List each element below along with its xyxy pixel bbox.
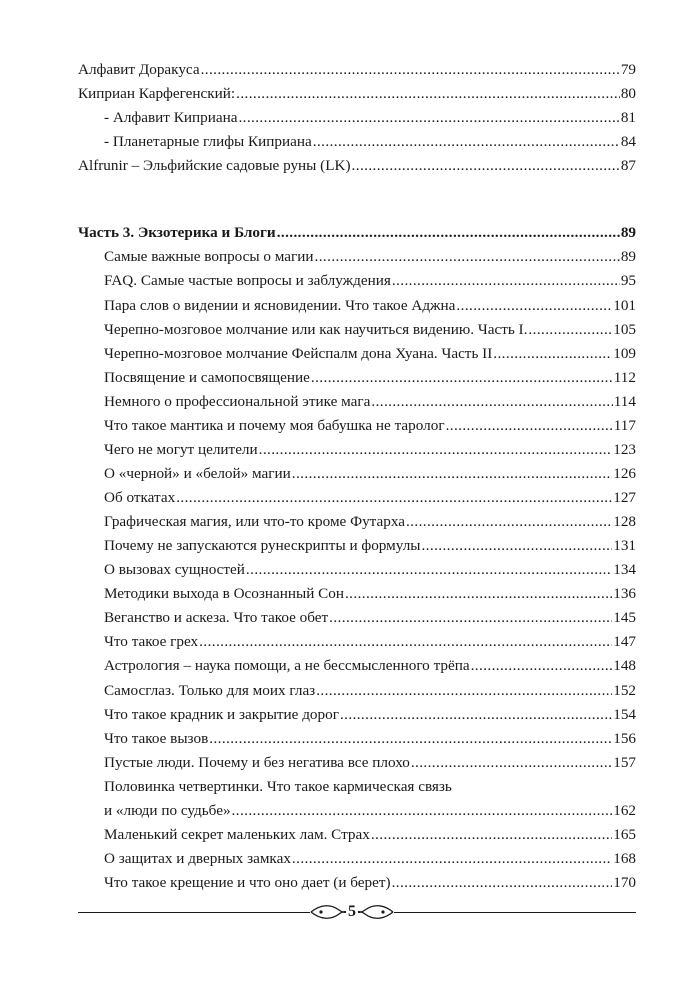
toc-entry-page: 152 [613,682,636,699]
toc-entry[interactable] [104,272,636,290]
toc-entry-title: Что такое крадник и закрытие дорог [104,706,339,723]
dot-leader [421,537,612,555]
toc-entry-title: Пара слов о видении и ясновидении. Что такое Аджна [104,297,456,314]
toc-entry-title: - Алфавит Киприана [104,109,238,126]
toc-entry-page: 95 [620,272,636,289]
toc-entry[interactable] [104,297,636,315]
toc-entry-page: 134 [613,561,636,578]
toc-entry-page: 145 [613,609,636,626]
dot-leader [329,609,612,627]
toc-entry[interactable] [104,730,636,748]
toc-entry[interactable] [104,850,636,868]
toc-entry-title: Что такое мантика и почему моя бабушка не таролог [104,417,445,434]
toc-entry-page: 105 [613,321,636,338]
dot-leader [201,61,620,79]
dot-leader [316,682,612,700]
toc-entry-page: 123 [613,441,636,458]
toc-entry-title: - Планетарные глифы Киприана [104,133,312,150]
toc-entry-page: 136 [613,585,636,602]
dot-leader [528,321,612,339]
page-number: 5 [348,903,356,920]
toc-entry[interactable] [104,248,636,266]
dot-leader [259,441,613,459]
dot-leader [176,489,612,507]
toc-entry[interactable] [104,109,636,127]
toc-entry[interactable] [104,609,636,627]
toc-entry-page: 154 [613,706,636,723]
toc-entry-page: 80 [620,85,636,102]
toc-entry[interactable] [104,441,636,459]
toc-entry-page: 109 [613,345,636,362]
dot-leader [456,297,612,315]
toc-entry-title: Чего не могут целители [104,441,258,458]
toc-entry[interactable] [104,321,636,339]
toc-entry-page: 148 [613,657,636,674]
toc-section-heading[interactable] [78,224,636,242]
toc-entry-page: 126 [613,465,636,482]
toc-entry-title: О вызовах сущностей [104,561,245,578]
toc-entry-page: 114 [613,393,636,410]
dot-leader [345,585,612,603]
dot-leader [277,224,620,242]
dot-leader [392,874,613,892]
toc-entry[interactable] [104,706,636,724]
toc-entry[interactable] [104,826,636,844]
dot-leader [313,133,620,151]
toc-entry[interactable] [78,157,636,175]
toc-entry-page: 127 [613,489,636,506]
toc-entry-title: Немного о профессиональной этике мага [104,393,371,410]
toc-entry[interactable] [104,465,636,483]
toc-entry-title: Черепно-мозговое молчание или как научиться видению. Часть I. [104,321,528,338]
footer-rule-right [394,912,636,913]
dot-leader [292,850,612,868]
toc-entry-title: Методики выхода в Осознанный Сон [104,585,344,602]
dot-leader [340,706,612,724]
dot-leader [199,633,612,651]
toc-entry-title: Что такое крещение и что оно дает (и берет) [104,874,391,891]
dot-leader [238,109,619,127]
toc-entry-first-line[interactable] [104,778,636,796]
toc-entry-title: Alfrunir – Эльфийские садовые руны (LK) [78,157,351,174]
toc-section-title: Часть 3. Экзотерика и Блоги [78,224,276,241]
toc-entry-title: Что такое грех [104,633,199,650]
toc-entry-title: Киприан Карфегенский: [78,85,236,102]
toc-entry-title: Самые важные вопросы о магии [104,248,314,265]
toc-entry-page: 117 [613,417,636,434]
dot-leader [246,561,612,579]
toc-entry-page: 79 [620,61,636,78]
dot-leader [392,272,620,290]
dot-leader [232,802,613,820]
toc-entry-page: 156 [613,730,636,747]
toc-entry-page: 112 [613,369,636,386]
toc-entry[interactable] [104,513,636,531]
toc-entry-page: 170 [613,874,636,891]
toc-entry[interactable] [104,133,636,151]
toc-entry-title: Графическая магия, или что-то кроме Футарха [104,513,405,530]
toc-entry-page: 168 [613,850,636,867]
toc-entry-title: Алфавит Доракуса [78,61,200,78]
toc-entry-title: Об откатах [104,489,176,506]
dot-leader [411,754,612,772]
dot-leader [493,345,612,363]
toc-entry[interactable] [104,489,636,507]
toc-entry[interactable] [104,561,636,579]
toc-entry-page: 162 [613,802,636,819]
toc-entry[interactable] [104,754,636,772]
toc-entry[interactable] [104,585,636,603]
toc-entry-title: Почему не запускаются рунескрипты и формулы [104,537,421,554]
toc-entry-page: 87 [620,157,636,174]
dot-leader [371,826,612,844]
toc-entry[interactable] [104,369,636,387]
toc-entry-title: Веганство и аскеза. Что такое обет [104,609,329,626]
toc-entry-title: Астрология – наука помощи, а не бессмысленного трёпа [104,657,470,674]
dot-leader [406,513,612,531]
toc-entry-title: Половинка четвертинки. Что такое кармическая связь [104,778,452,795]
dot-leader [446,417,613,435]
toc-entry-page: 84 [620,133,636,150]
toc-entry-page: 81 [620,109,636,126]
dot-leader [352,157,620,175]
toc-entry-page: 157 [613,754,636,771]
toc-entry-page: 147 [613,633,636,650]
toc-entry[interactable] [104,802,636,820]
toc-entry-title: и «люди по судьбе» [104,802,231,819]
toc-entry-title: Что такое вызов [104,730,209,747]
toc-entry-title: Самосглаз. Только для моих глаз [104,682,316,699]
toc-entry-title: О защитах и дверных замках [104,850,291,867]
toc-entry[interactable] [104,537,636,555]
dot-leader [311,369,613,387]
toc-entry-title: Пустые люди. Почему и без негатива все плохо [104,754,410,771]
toc-entry-page: 165 [613,826,636,843]
page-number-ornament [307,899,397,925]
dot-leader [315,248,620,266]
toc-entry-page: 89 [620,224,636,241]
toc-entry-page: 89 [620,248,636,265]
toc-entry-title: FAQ. Самые частые вопросы и заблуждения [104,272,391,289]
toc-entry[interactable] [104,682,636,700]
dot-leader [292,465,612,483]
toc-entry[interactable] [104,417,636,435]
toc-entry[interactable] [104,633,636,651]
toc-entry[interactable] [78,85,636,103]
dot-leader [236,85,620,103]
toc-entry-title: Черепно-мозговое молчание Фейспалм дона Хуана. Часть II [104,345,493,362]
dot-leader [471,657,613,675]
toc-entry[interactable] [104,393,636,411]
toc-entry-page: 131 [613,537,636,554]
dot-leader [209,730,612,748]
toc-entry[interactable] [104,345,636,363]
toc-entry[interactable] [104,657,636,675]
toc-entry-page: 128 [613,513,636,530]
toc-entry[interactable] [78,61,636,79]
toc-entry-title: Маленький секрет маленьких лам. Страх [104,826,370,843]
toc-entry-page: 101 [613,297,636,314]
toc-entry[interactable] [104,874,636,892]
dot-leader [371,393,612,411]
toc-entry-title: Посвящение и самопосвящение [104,369,310,386]
footer-rule-left [78,912,310,913]
toc-entry-title: О «черной» и «белой» магии [104,465,291,482]
